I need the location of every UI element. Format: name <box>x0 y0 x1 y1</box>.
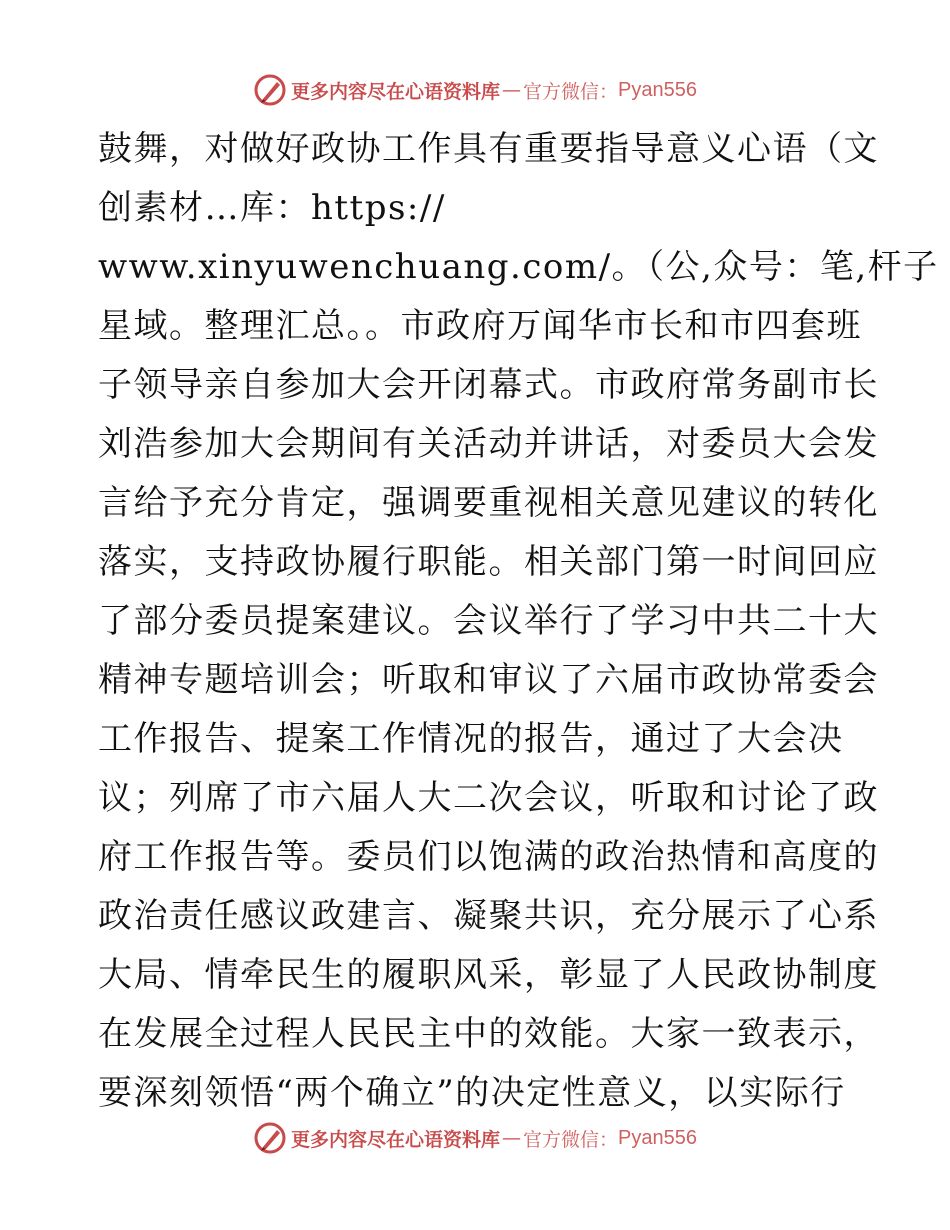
banner-brand-text: 更多内容尽在心语资料库 <box>291 1128 501 1151</box>
text-line: 落实，支持政协履行职能。相关部门第一时间回应 <box>98 542 879 582</box>
header-banner <box>0 70 950 110</box>
text-line: 子领导亲自参加大会开闭幕式。市政府常务副市长 <box>98 365 879 405</box>
text-line: 工作报告、提案工作情况的报告，通过了大会决 <box>98 719 844 759</box>
text-line: 了部分委员提案建议。会议举行了学习中共二十大 <box>98 601 879 641</box>
text-line: 鼓舞，对做好政协工作具有重要指导意义心语（文 <box>98 129 879 169</box>
text-line: 议；列席了市六届人大二次会议，听取和讨论了政 <box>98 778 879 818</box>
banner-separator: — <box>502 1127 522 1149</box>
pen-logo-icon <box>253 73 287 107</box>
banner-wechat-label: 官方微信： <box>523 80 619 103</box>
text-line: 精神专题培训会；听取和审议了六届市政协常委会 <box>98 660 879 700</box>
banner-brand-text: 更多内容尽在心语资料库 <box>291 80 501 103</box>
pen-logo-icon <box>253 1121 287 1155</box>
text-line: 大局、情牵民生的履职风采，彰显了人民政协制度 <box>98 955 879 995</box>
banner-wechat-id: Pyan556 <box>618 1126 697 1149</box>
text-line: 要深刻领悟“两个确立”的决定性意义，以实际行 <box>98 1073 846 1113</box>
banner-wechat-label: 官方微信： <box>523 1128 619 1151</box>
text-line: 星域。整理汇总。。市政府万闻华市长和市四套班 <box>98 306 862 346</box>
text-line: 刘浩参加大会期间有关活动并讲话，对委员大会发 <box>98 424 879 464</box>
text-line: 在发展全过程人民民主中的效能。大家一致表示， <box>98 1014 879 1054</box>
text-line: 府工作报告等。委员们以饱满的政治热情和高度的 <box>98 837 879 877</box>
document-body <box>98 120 939 1123</box>
text-line: 言给予充分肯定，强调要重视相关意见建议的转化 <box>98 483 879 523</box>
banner-wechat-id: Pyan556 <box>618 78 697 101</box>
text-line: 政治责任感议政建言、凝聚共识，充分展示了心系 <box>98 896 879 936</box>
footer-banner <box>0 1118 950 1158</box>
banner-separator: — <box>502 79 522 101</box>
text-line: 创素材…库：https:// <box>98 188 446 228</box>
text-line: www.xinyuwenchuang.com/。（公,众号：笔,杆子 <box>98 247 939 287</box>
